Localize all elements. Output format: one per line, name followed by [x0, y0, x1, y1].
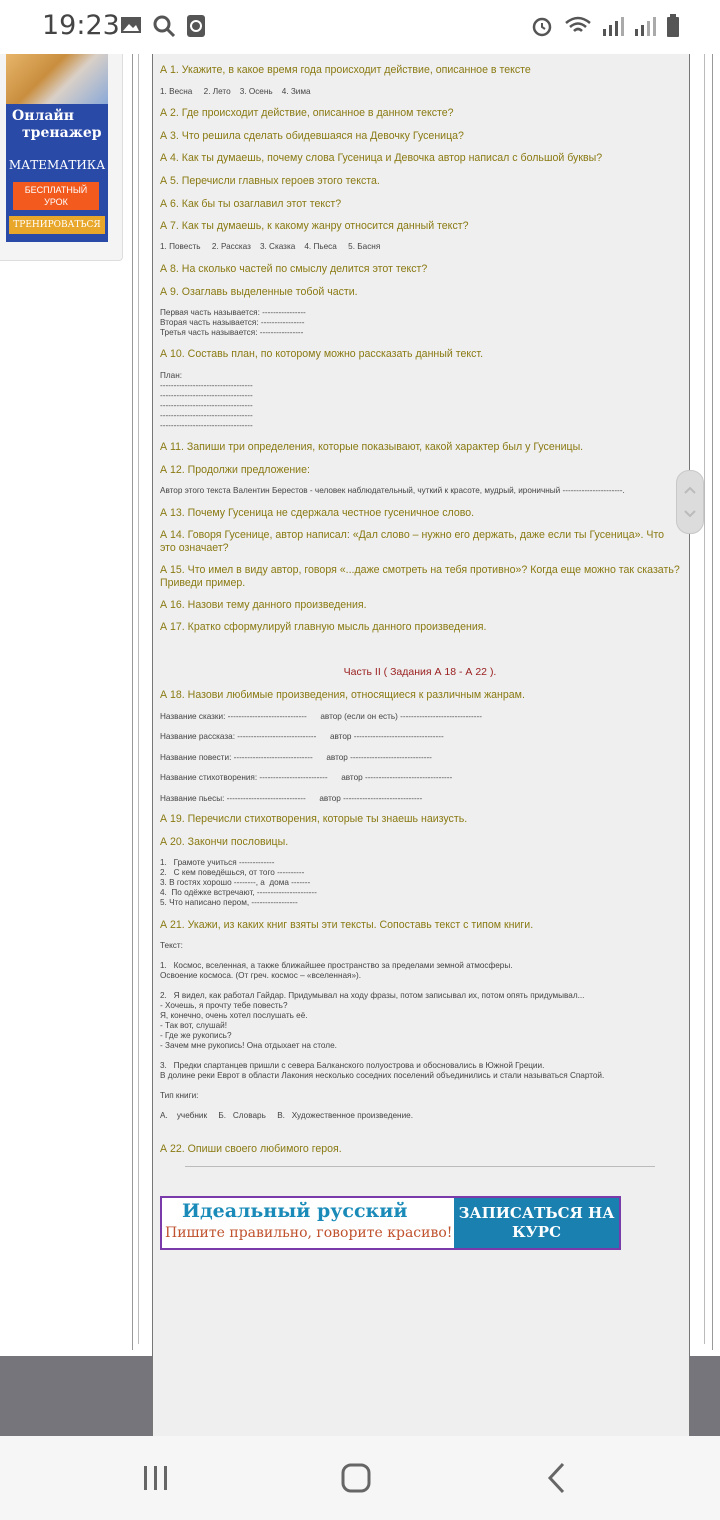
a18-fairytale: Название сказки: ----------------------------- автор (если он есть) ------------------------------ [160, 712, 482, 721]
question-a9: А 9. Озаглавь выделенные тобой части. [160, 286, 358, 298]
battery-icon [666, 14, 680, 38]
math-trainer-ad[interactable] [6, 54, 108, 242]
a9-line3: Третья часть называется: ---------------- [160, 328, 304, 337]
banner-title: Идеальный русский [182, 1200, 408, 1222]
question-a3: А 3. Что решила сделать обидевшаяся на Девочку Гусеница? [160, 130, 464, 142]
free-lesson-button[interactable]: БЕСПЛАТНЫЙ УРОК [13, 182, 99, 210]
proverb-3: 3. В гостях хорошо --------, а дома ------- [160, 878, 311, 887]
frame-line-left [132, 54, 133, 1350]
question-a4: А 4. Как ты думаешь, почему слова Гусеница и Девочка автор написал с большой буквы? [160, 152, 603, 164]
system-icons [530, 14, 680, 38]
recent-apps-icon[interactable] [134, 1456, 178, 1500]
signal-icon-2 [634, 15, 656, 37]
navigation-bar [0, 1436, 720, 1520]
frame-line-left-inner [138, 54, 139, 1344]
train-button[interactable]: ТРЕНИРОВАТЬСЯ [9, 216, 105, 234]
a10-line: ---------------------------------- [160, 411, 253, 420]
ad-title-line1: Онлайн [12, 108, 75, 124]
a21-text2-line1: 2. Я видел, как работал Гайдар. Придумывал на ходу фразы, потом записывал их, потом опять придумывал... [160, 991, 585, 1000]
question-a12: А 12. Продолжи предложение: [160, 464, 310, 476]
status-bar [0, 0, 720, 54]
web-page[interactable] [0, 54, 720, 1436]
back-icon[interactable] [536, 1456, 580, 1500]
a21-book-types: А. учебник Б. Словарь В. Художественное произведение. [160, 1111, 413, 1120]
article-content [152, 54, 690, 1436]
a21-text-label: Текст: [160, 941, 183, 950]
signal-icon [602, 15, 624, 37]
left-ad-card[interactable] [0, 54, 123, 261]
a9-line1: Первая часть называется: ---------------- [160, 308, 306, 317]
proverb-2: 2. С кем поведёшься, от того ---------- [160, 868, 305, 877]
search-icon [152, 14, 176, 38]
answer-options-a7: 1. Повесть 2. Рассказ 3. Сказка 4. Пьеса 5. Басня [160, 242, 381, 251]
question-a21: А 21. Укажи, из каких книг взяты эти тексты. Сопоставь текст с типом книги. [160, 919, 534, 931]
enroll-course-button[interactable]: ЗАПИСАТЬСЯ НА КУРС [454, 1198, 619, 1248]
a21-text1-line2: Освоение космоса. (От греч. космос – «вселенная»). [160, 971, 362, 980]
a21-text3-line2: В долине реки Еврот в области Лакония несколько соседних поселений объединились и стали называться Спартой. [160, 1071, 605, 1080]
proverb-4: 4. По одёжке встречают, ---------------------- [160, 888, 317, 897]
question-a13: А 13. Почему Гусеница не сдержала честное гусеничное слово. [160, 507, 475, 519]
russian-course-banner[interactable] [160, 1196, 621, 1250]
question-a2: А 2. Где происходит действие, описанное в данном тексте? [160, 107, 454, 119]
question-a1: А 1. Укажите, в какое время года происходит действие, описанное в тексте [160, 64, 531, 76]
question-a19: А 19. Перечисли стихотворения, которые ты знаешь наизусть. [160, 813, 468, 825]
a21-text2-line2: - Хочешь, я прочту тебе повесть? [160, 1001, 288, 1010]
wifi-icon [564, 15, 592, 37]
a21-text2-line4: - Так вот, слушай! [160, 1021, 228, 1030]
fast-scroll-handle[interactable] [676, 470, 704, 534]
part-2-heading: Часть II ( Задания А 18 - А 22 ). [343, 666, 497, 678]
a10-line: ---------------------------------- [160, 381, 253, 390]
chevron-up-icon [677, 471, 703, 533]
a18-poem: Название стихотворения: ------------------------- автор -------------------------------- [160, 773, 453, 782]
divider [185, 1166, 655, 1167]
a9-line2: Вторая часть называется: ---------------- [160, 318, 305, 327]
ad-photo [6, 54, 108, 104]
a21-text1-line1: 1. Космос, вселенная, а также ближайшее пространство за пределами земной атмосферы. [160, 961, 513, 970]
ad-title [12, 108, 102, 142]
a21-text2-line3: Я, конечно, очень хотел послушать её. [160, 1011, 308, 1020]
frame-line-right-inner [704, 54, 705, 1344]
home-icon[interactable] [334, 1456, 378, 1500]
notification-icons [120, 14, 206, 38]
clock-app-icon [186, 14, 206, 38]
a21-text2-line6: - Зачем мне рукопись! Она отдыхает на столе. [160, 1041, 337, 1050]
question-a14: А 14. Говоря Гусенице, автор написал: «Дал слово – нужно его держать, даже если ты Гусеница». Что это означает? [160, 529, 665, 554]
status-time: 19:23 [42, 10, 120, 41]
question-a20: А 20. Закончи пословицы. [160, 836, 289, 848]
question-a5: А 5. Перечисли главных героев этого текста. [160, 175, 380, 187]
question-a18: А 18. Назови любимые произведения, относящиеся к различным жанрам. [160, 689, 525, 701]
question-a11: А 11. Запиши три определения, которые показывают, какой характер был у Гусеницы. [160, 441, 584, 453]
ad-title-line2: тренажер [22, 125, 102, 141]
a18-story: Название рассказа: ----------------------------- автор --------------------------------- [160, 732, 444, 741]
a21-text2-line5: - Где же рукопись? [160, 1031, 232, 1040]
gallery-icon [120, 14, 142, 36]
question-a7: А 7. Как ты думаешь, к какому жанру относится данный текст? [160, 220, 469, 232]
a12-sentence: Автор этого текста Валентин Берестов - человек наблюдательный, чуткий к красоте, мудрый, ироничный ----------------------. [160, 486, 625, 495]
a10-line: ---------------------------------- [160, 401, 253, 410]
question-a6: А 6. Как бы ты озаглавил этот текст? [160, 198, 342, 210]
a10-line: ---------------------------------- [160, 421, 253, 430]
frame-line-right [712, 54, 713, 1350]
question-a16: А 16. Назови тему данного произведения. [160, 599, 367, 611]
banner-subtitle: Пишите правильно, говорите красиво! [165, 1225, 453, 1241]
question-a17: А 17. Кратко сформулируй главную мысль данного произведения. [160, 621, 487, 633]
proverb-5: 5. Что написано пером, ----------------- [160, 898, 298, 907]
answer-options-a1: 1. Весна 2. Лето 3. Осень 4. Зима [160, 87, 311, 96]
a10-line: ---------------------------------- [160, 391, 253, 400]
question-a15: А 15. Что имел в виду автор, говоря «...даже смотреть на тебя противно»? Когда еще можно так сказать? Приведи пример. [160, 564, 680, 589]
a10-plan-label: План: [160, 371, 183, 380]
proverb-1: 1. Грамоте учиться ------------- [160, 858, 275, 867]
a21-type-label: Тип книги: [160, 1091, 199, 1100]
ad-subject: МАТЕМАТИКА [8, 158, 106, 172]
question-a22: А 22. Опиши своего любимого героя. [160, 1143, 342, 1155]
a18-play: Название пьесы: ----------------------------- автор ----------------------------- [160, 794, 423, 803]
question-a8: А 8. На сколько частей по смыслу делится этот текст? [160, 263, 428, 275]
alarm-icon [530, 14, 554, 38]
a18-novella: Название повести: ----------------------------- автор ------------------------------ [160, 753, 432, 762]
question-a10: А 10. Составь план, по которому можно рассказать данный текст. [160, 348, 484, 360]
a21-text3-line1: 3. Предки спартанцев пришли с севера Балканского полуострова и обосновались в Южной Греции. [160, 1061, 545, 1070]
